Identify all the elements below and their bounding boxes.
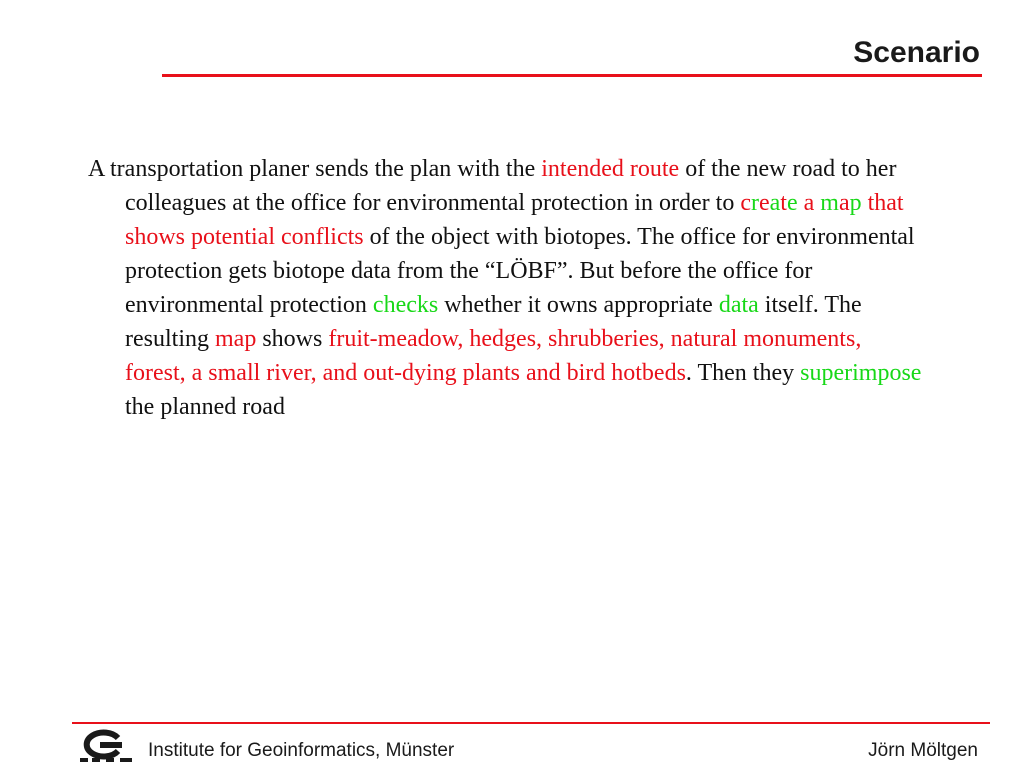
text-segment: whether it owns appropriate	[438, 292, 719, 318]
text-segment: of the object with biotopes. The office for environmental protection gets biotope data from the “LÖBF”. But before the office for environmental protection	[125, 224, 915, 318]
highlight-red: fruit-meadow, hedges, shrubberies, natural monuments, forest, a small river, and out-dying plants and bird hotbeds	[125, 326, 862, 386]
highlight-green: checks	[372, 292, 439, 318]
highlight-green: e	[786, 190, 798, 216]
text-segment: shows	[256, 326, 329, 352]
highlight-green: data	[718, 292, 759, 318]
highlight-red: e	[758, 190, 770, 216]
highlight-green: r	[750, 190, 759, 216]
footer-divider	[72, 722, 990, 724]
institute-logo-icon	[78, 729, 136, 765]
text-segment: the planned road	[125, 394, 285, 420]
highlight-green: p	[849, 190, 862, 216]
title-underline	[162, 74, 982, 77]
text-segment: A transportation planer sends the plan with the	[88, 156, 542, 182]
highlight-red: t	[780, 190, 787, 216]
highlight-red: a	[838, 190, 850, 216]
footer-author: Jörn Möltgen	[868, 740, 978, 761]
highlight-red: c	[740, 190, 751, 216]
text-segment: itself. The resulting	[125, 292, 862, 352]
footer-institute: Institute for Geoinformatics, Münster	[148, 740, 455, 761]
highlight-red: a	[797, 190, 821, 216]
highlight-red: map	[215, 326, 257, 352]
highlight-green: m	[820, 190, 839, 216]
highlight-red: that shows potential conflicts	[125, 190, 904, 250]
highlight-green: a	[769, 190, 781, 216]
highlight-red: intended route	[541, 156, 680, 182]
highlight-green: superimpose	[800, 360, 922, 386]
slide-title: Scenario	[853, 36, 980, 69]
text-segment: . Then they	[685, 360, 801, 386]
scenario-paragraph	[88, 152, 925, 424]
text-segment: of the new road to her colleagues at the office for environmental protection in order to	[125, 156, 897, 216]
